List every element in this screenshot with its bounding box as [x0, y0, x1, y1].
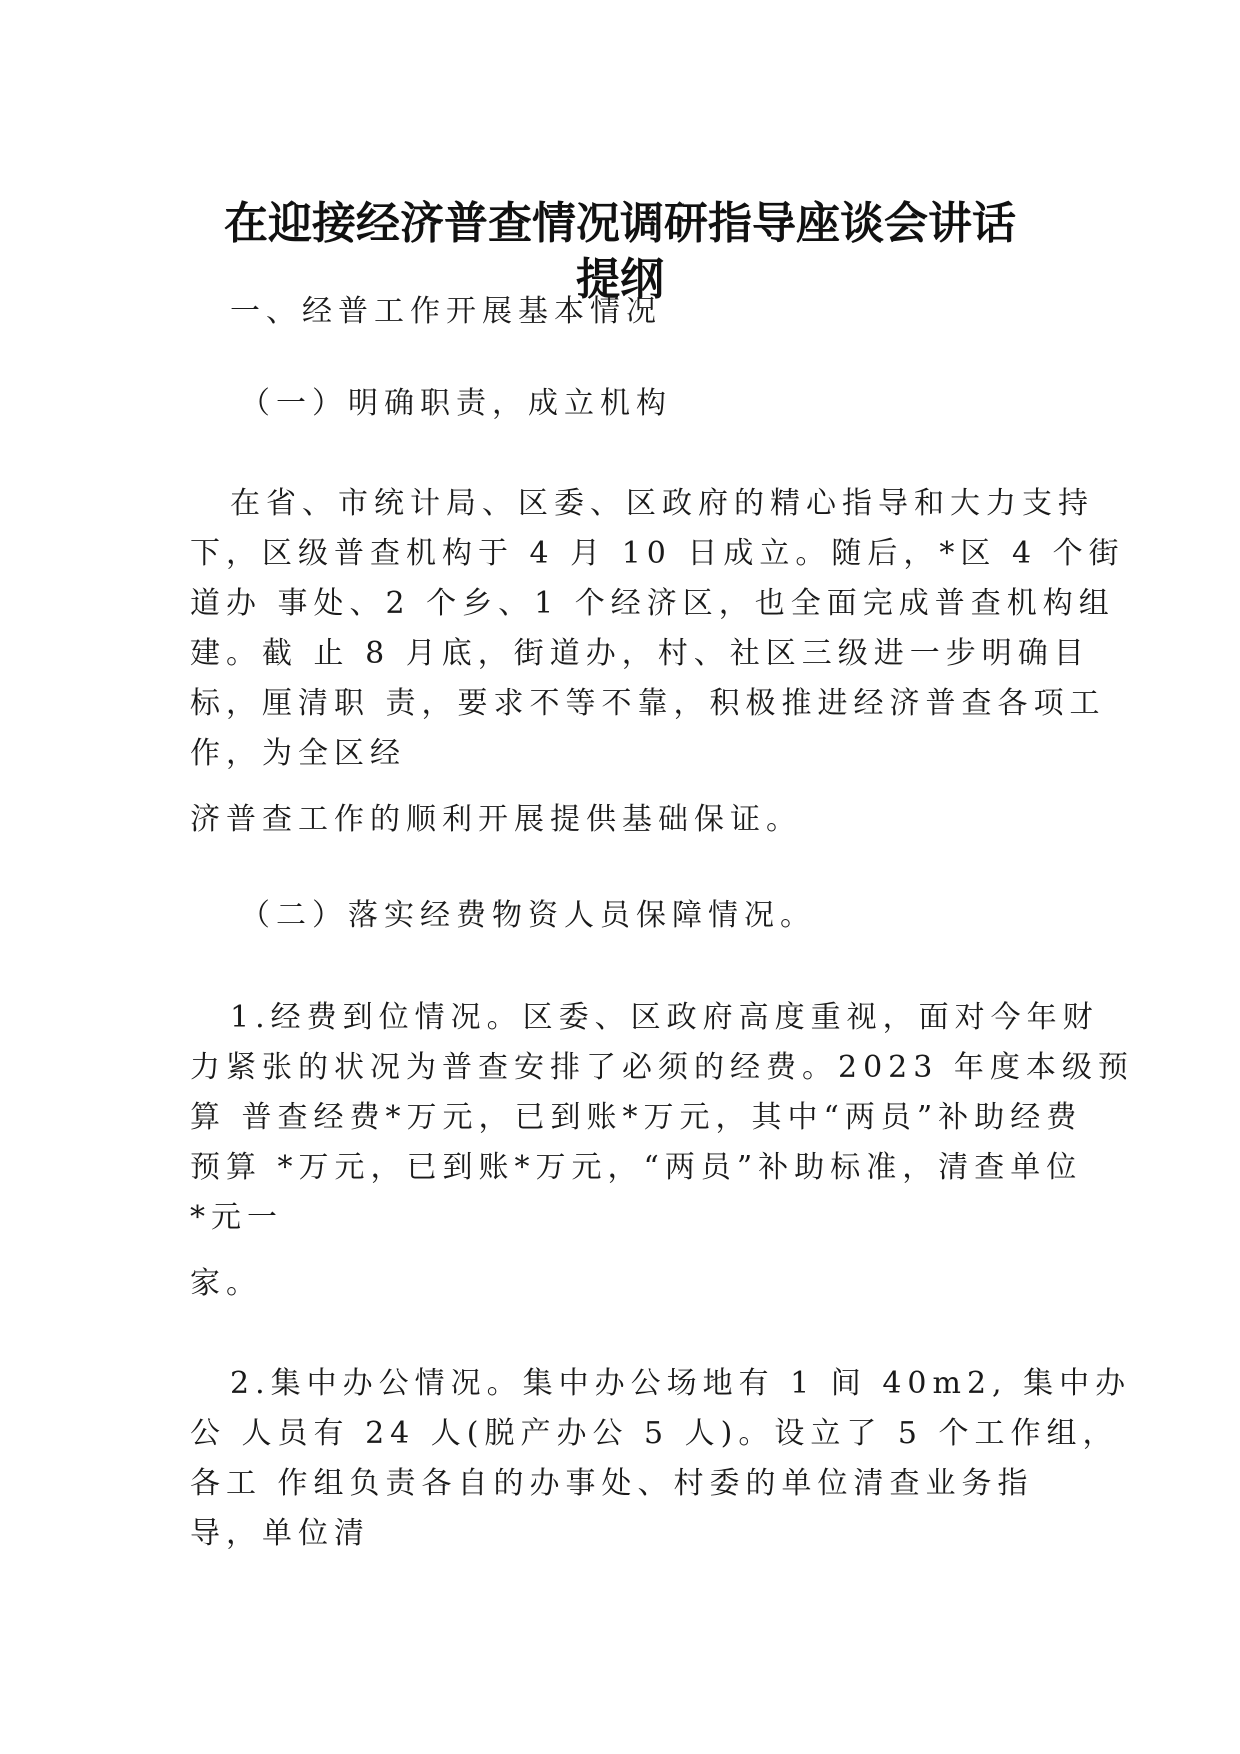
- paragraph-3-line-1: 2.集中办公情况。集中办公场地有 1 间 40m2, 集中办: [230, 1366, 1132, 1401]
- subsection-heading-1: （一）明确职责，成立机构: [240, 386, 672, 421]
- paragraph-2-line-4: 预算 *万元，已到账*万元，“两员”补助标准，清查单位: [190, 1150, 1083, 1185]
- paragraph-3-line-4: 导，单位清: [190, 1516, 370, 1551]
- section-heading-1: 一、经普工作开展基本情况: [230, 294, 662, 329]
- paragraph-3-line-2: 公 人员有 24 人(脱产办公 5 人)。设立了 5 个工作组，: [190, 1416, 1119, 1451]
- paragraph-3-line-3: 各工 作组负责各自的办事处、村委的单位清查业务指: [190, 1466, 1034, 1501]
- paragraph-2-continuation: 家。: [190, 1266, 262, 1301]
- document-title-line-2: 提纲: [576, 254, 664, 305]
- paragraph-1-line-4: 建。截 止 8 月底，街道办，村、社区三级进一步明确目: [190, 636, 1090, 671]
- document-title-line-1: 在迎接经济普查情况调研指导座谈会讲话: [224, 198, 1016, 249]
- paragraph-1-line-1: 在省、市统计局、区委、区政府的精心指导和大力支持: [230, 486, 1094, 521]
- paragraph-1-line-3: 道办 事处、2 个乡、1 个经济区，也全面完成普查机构组: [190, 586, 1115, 621]
- paragraph-2-line-5: *元一: [190, 1200, 283, 1235]
- paragraph-1-line-2: 下，区级普查机构于 4 月 10 日成立。随后，*区 4 个街: [190, 536, 1125, 571]
- paragraph-2-line-2: 力紧张的状况为普查安排了必须的经费。2023 年度本级预: [190, 1050, 1134, 1085]
- paragraph-2-line-1: 1.经费到位情况。区委、区政府高度重视，面对今年财: [230, 1000, 1099, 1035]
- paragraph-1-line-6: 作，为全区经: [190, 736, 406, 771]
- paragraph-1-line-5: 标，厘清职 责，要求不等不靠，积极推进经济普查各项工: [190, 686, 1106, 721]
- paragraph-1-continuation: 济普查工作的顺利开展提供基础保证。: [190, 802, 802, 837]
- paragraph-2-line-3: 算 普查经费*万元，已到账*万元，其中“两员”补助经费: [190, 1100, 1083, 1135]
- subsection-heading-2: （二）落实经费物资人员保障情况。: [240, 898, 816, 933]
